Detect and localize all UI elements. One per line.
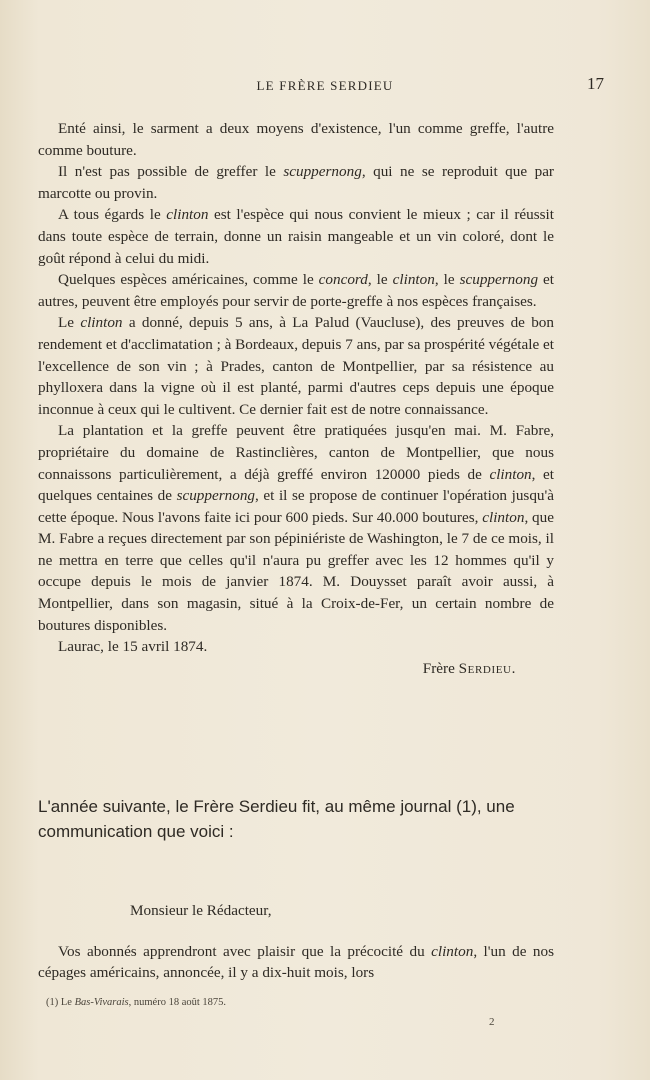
- footnote-rest: , numéro 18 août 1875.: [128, 997, 227, 1008]
- footnote-marker: (1): [46, 997, 59, 1008]
- paragraph: [38, 636, 554, 658]
- letter-paragraph: [38, 941, 554, 984]
- text-run: est l'espèce qui nous convient le mieux ; car il réussit dans toute espèce de terrain, donne un raisin mangeable et un vin coloré, dont le goût répond à celui du midi.: [38, 206, 554, 267]
- text-run: , le: [367, 271, 393, 289]
- italic-term: scuppernong: [176, 487, 256, 505]
- italic-term: clinton: [431, 942, 474, 960]
- italic-term: clinton: [392, 271, 435, 289]
- signature-name: Serdieu.: [458, 659, 516, 677]
- italic-term: clinton: [166, 206, 209, 224]
- italic-term: clinton: [489, 465, 532, 483]
- italic-term: scuppernong: [459, 271, 539, 289]
- signature-prefix: Frère: [422, 659, 459, 677]
- text-run: , et quelques centaines de: [38, 465, 554, 505]
- paragraph: [38, 420, 554, 636]
- text-run: Il n'est pas possible de greffer le: [58, 163, 284, 181]
- body-text: [38, 118, 554, 679]
- text-run: , que M. Fabre a reçues directement par son pépiniériste de Washington, le 7 de ce mois, il ne mettra en terre que celles qu'il n'aura pu greffer avec les 12 hommes qu'il y occupe depuis le mois de janvier 1874. M. Douysset paraît avoir aussi, à Montpellier, dans son magasin, situé à la Croix-de-Fer, un certain nombre de boutures disponibles.: [38, 508, 554, 634]
- page-number: 17: [587, 74, 604, 93]
- letter: [38, 900, 554, 984]
- text-run: et autres, peuvent être employés pour servir de porte-greffe à nos espèces françaises.: [38, 271, 554, 310]
- paragraph: [38, 269, 554, 312]
- text-run: , qui ne se reproduit que par marcotte ou provin.: [38, 163, 554, 202]
- text-run: a donné, depuis 5 ans, à La Palud (Vaucluse), des preuves de bon rendement et d'acclimatation ; à Bordeaux, depuis 7 ans, par sa prospérité végétale et l'excellence de son vin ; à Prades, canton de Montpellier, par sa résistence au phylloxera dans la vigne où il est planté, parmi d'autres ceps depuis une époque inconnue à ceux qui le cultivent. Ce dernier fait est de notre connaissance.: [38, 314, 554, 418]
- paragraph: [38, 161, 554, 204]
- text-run: A tous égards le: [58, 206, 167, 224]
- footnote-journal: Bas-Vivarais: [74, 997, 129, 1008]
- text-run: Vos abonnés apprendront avec plaisir que la précocité du: [58, 942, 432, 960]
- footnote-prefix: Le: [58, 997, 75, 1008]
- italic-term: scuppernong: [283, 163, 362, 181]
- intro-text: L'année suivante, le Frère Serdieu fit, au même journal (1), une communication que voici :: [38, 797, 515, 841]
- footnote: [46, 997, 546, 1008]
- text-run: Laurac, le 15 avril 1874.: [58, 638, 208, 656]
- text-run: Enté ainsi, le sarment a deux moyens d'existence, l'un comme greffe, l'autre comme bouture.: [38, 120, 554, 159]
- letter-salutation: Monsieur le Rédacteur,: [130, 902, 272, 919]
- text-run: , le: [434, 271, 460, 289]
- text-run: , l'un de nos cépages américains, annoncée, il y a dix-huit mois, lors: [38, 942, 555, 982]
- intro-next-year: [38, 794, 558, 844]
- italic-term: clinton: [482, 508, 525, 526]
- italic-term: concord: [318, 271, 368, 289]
- text-run: , et il se propose de continuer l'opération jusqu'à cette époque. Nous l'avons faite ici pour 600 pieds. Sur 40.000 boutures,: [38, 487, 554, 526]
- sheet-signature-mark: 2: [489, 1016, 495, 1028]
- text-run: La plantation et la greffe peuvent être pratiquées jusqu'en mai. M. Fabre, propriétaire du domaine de Rastinclières, canton de Montpellier, que nous connaissons particulièrement, a déjà greffé environ 120000 pieds de: [38, 422, 554, 483]
- signature: [38, 658, 554, 680]
- running-title: LE FRÈRE SERDIEU: [256, 78, 394, 93]
- paragraph: [38, 118, 554, 161]
- text-run: Quelques espèces américaines, comme le: [58, 271, 319, 289]
- paragraph: [38, 312, 554, 420]
- page-header: [40, 74, 610, 100]
- paragraph: [38, 204, 554, 269]
- italic-term: clinton: [80, 314, 123, 332]
- text-run: Le: [58, 314, 81, 332]
